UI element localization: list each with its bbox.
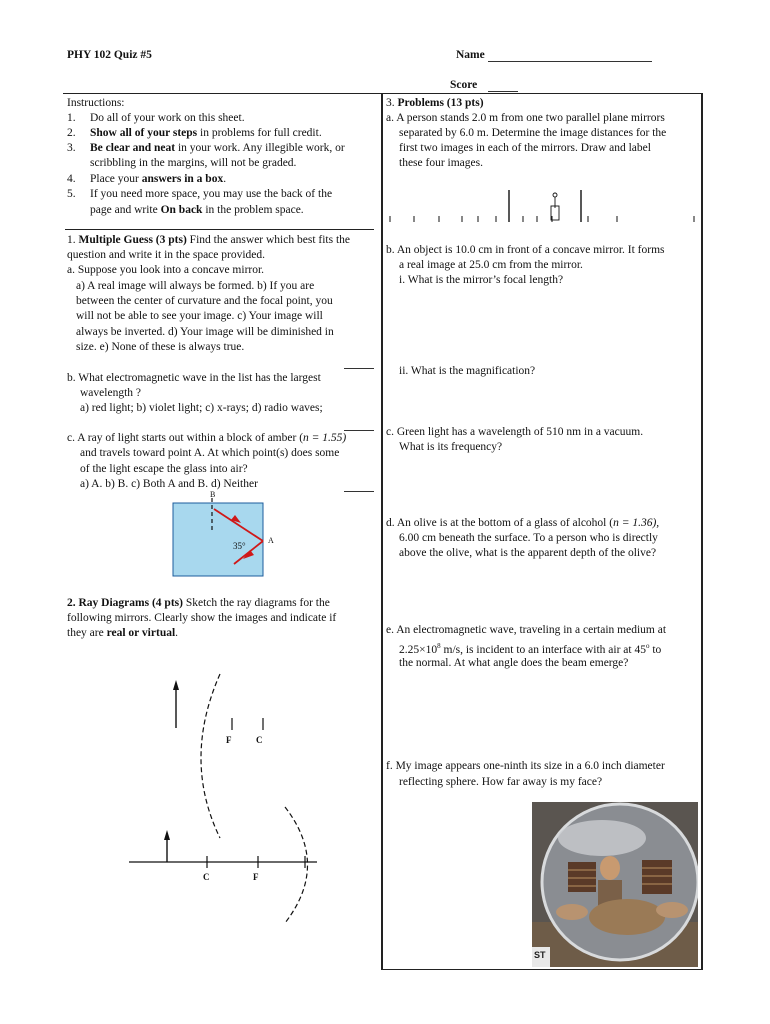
mg-intro: question and write it in the space provided. <box>67 249 266 261</box>
problem-d-cont: 6.00 cm beneath the surface. To a person who is directly <box>399 532 658 544</box>
problems-heading: 3. Problems (13 pts) <box>386 97 484 109</box>
mg-b-question: b. What electromagnetic wave in the list has the largest <box>67 372 321 384</box>
problem-e-cont: the normal. At what angle does the beam emerge? <box>399 657 629 669</box>
person-figure <box>551 193 559 220</box>
ray-intro: following mirrors. Clearly show the images and indicate if <box>67 612 337 624</box>
mg-a-option-line: will not be able to see your image. c) Your image will <box>76 310 323 322</box>
instruction-3-num: 3. <box>67 142 76 154</box>
problem-f: f. My image appears one-ninth its size in a 6.0 inch diameter <box>386 760 665 772</box>
problem-a: a. A person stands 2.0 m from one two parallel plane mirrors <box>386 112 665 124</box>
instruction-5-num: 5. <box>67 188 76 200</box>
instruction-2-num: 2. <box>67 127 76 139</box>
mg-a-option-line: always be inverted. d) Your image will be diminished in <box>76 326 334 338</box>
problem-b: b. An object is 10.0 cm in front of a concave mirror. It forms <box>386 244 665 256</box>
instruction-5-cont: page and write On back in the problem space. <box>90 204 304 216</box>
mg-c-question-cont: of the light escape the glass into air? <box>80 463 248 475</box>
problem-e: e. An electromagnetic wave, traveling in a certain medium at <box>386 624 667 636</box>
instruction-4-num: 4. <box>67 173 76 185</box>
right-box-bottom <box>381 969 702 970</box>
instruction-4: Place your answers in a box. <box>90 173 227 185</box>
instruction-5: If you need more space, you may use the back of the <box>90 188 333 200</box>
reflecting-sphere-photo <box>532 802 698 967</box>
f-label: F <box>253 872 259 882</box>
mg-c-answer-blank[interactable] <box>344 491 374 492</box>
mg-a-option-line: size. e) None of these is always true. <box>76 341 245 353</box>
problem-b-ii: ii. What is the magnification? <box>399 365 536 377</box>
mg-a-question: a. Suppose you look into a concave mirror. <box>67 264 265 276</box>
problem-a-cont: first two images in each of the mirrors. Draw and label <box>399 142 651 154</box>
c-label: C <box>203 872 210 882</box>
ray-heading: 2. Ray Diagrams (4 pts) Sketch the ray diagrams for the <box>67 597 330 609</box>
problem-c-cont: What is its frequency? <box>399 441 503 453</box>
mg-c-question: c. A ray of light starts out within a block of amber (n = 1.55) <box>67 432 347 444</box>
instruction-3-cont: scribbling in the margins, will not be graded. <box>90 157 297 169</box>
mg-b-options: a) red light; b) violet light; c) x-rays; d) radio waves; <box>80 402 323 414</box>
mg-a-option-line: between the center of curvature and the focal point, you <box>76 295 333 307</box>
amber-block <box>173 503 263 576</box>
instructions-title: Instructions: <box>67 97 125 109</box>
angle-label: 35° <box>233 541 246 551</box>
point-b-label: B <box>210 490 216 499</box>
left-box-top <box>63 93 383 94</box>
problem-b-cont: a real image at 25.0 cm from the mirror. <box>399 259 583 271</box>
object-arrowhead <box>164 830 170 840</box>
mg-c-question-cont: and travels toward point A. At which point(s) does some <box>80 447 340 459</box>
mg-heading: 1. Multiple Guess (3 pts) Find the answer which best fits the <box>67 234 351 246</box>
problem-d-cont: above the olive, what is the apparent depth of the olive? <box>399 547 657 559</box>
problem-c: c. Green light has a wavelength of 510 nm in a vacuum. <box>386 426 644 438</box>
mg-b-answer-blank[interactable] <box>344 430 374 431</box>
score-label: Score <box>450 79 478 91</box>
problem-a-cont: separated by 6.0 m. Determine the image distances for the <box>399 127 667 139</box>
instruction-3: Be clear and neat in your work. Any illegible work, or <box>90 142 345 154</box>
mg-a-option-line: a) A real image will always be formed. b) If you are <box>76 280 315 292</box>
convex-mirror-figure <box>125 805 325 925</box>
face-reflection <box>600 856 620 880</box>
f-label: F <box>226 735 232 745</box>
course-title: PHY 102 Quiz #5 <box>67 49 152 61</box>
problem-d: d. An olive is at the bottom of a glass of alcohol (n = 1.36), <box>386 517 660 529</box>
point-a-label: A <box>268 536 274 545</box>
problem-b-i: i. What is the mirror’s focal length? <box>399 274 564 286</box>
instruction-1: Do all of your work on this sheet. <box>90 112 245 124</box>
instruction-1-num: 1. <box>67 112 76 124</box>
score-field[interactable] <box>488 91 518 92</box>
c-label: C <box>256 735 263 745</box>
right-box-top <box>381 93 702 94</box>
sphere-image <box>532 802 698 967</box>
column-divider <box>381 93 383 970</box>
instruction-2: Show all of your steps in problems for full credit. <box>90 127 322 139</box>
name-label: Name <box>456 49 485 61</box>
distance-ticks <box>390 216 694 222</box>
instructions-separator <box>65 229 374 230</box>
mg-c-options: a) A. b) B. c) Both A and B. d) Neither <box>80 478 258 490</box>
problem-f-cont: reflecting sphere. How far away is my face? <box>399 776 603 788</box>
problem-e-cont: $2.25\times 10^8$ m/s, is incident to an interface with air at 45$^o$ to <box>399 642 662 656</box>
mg-a-answer-blank[interactable] <box>344 368 374 369</box>
mg-b-question-cont: wavelength ? <box>80 387 141 399</box>
name-field[interactable] <box>488 61 652 62</box>
parallel-mirrors-figure <box>386 186 706 226</box>
convex-mirror <box>285 807 308 923</box>
photo-caption: ST <box>534 950 546 960</box>
object-arrowhead <box>173 680 179 690</box>
problem-a-cont: these four images. <box>399 157 483 169</box>
ray-intro: they are real or virtual. <box>67 627 179 639</box>
